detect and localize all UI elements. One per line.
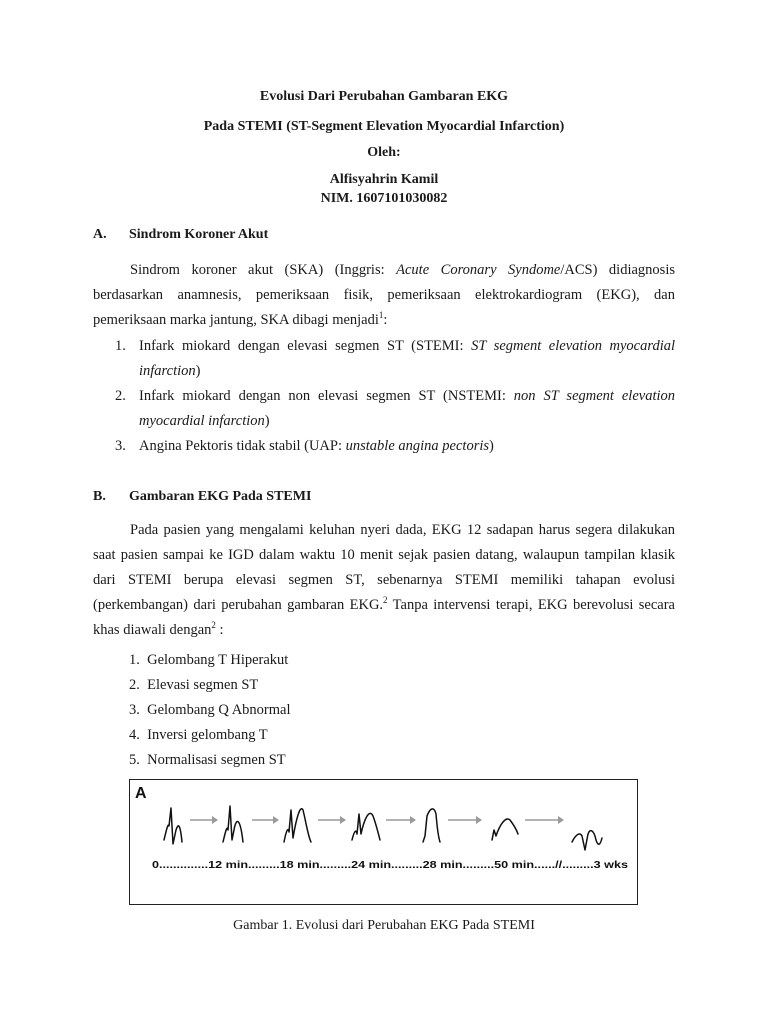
list-term: ST segment elevation myocardial infarction — [139, 338, 676, 379]
para-b-text-2: Tanpa intervensi terapi, EKG berevolusi secara khas diawali dengan — [93, 597, 675, 638]
ecg-waveform — [164, 808, 182, 844]
section-b-letter: B. — [93, 489, 106, 504]
document-title-line2: Pada STEMI (ST-Segment Elevation Myocardial Infarction) — [203, 119, 565, 134]
list-text: Infark miokard dengan elevasi segmen ST (STEMI: — [139, 338, 472, 354]
list-number: 2. — [129, 677, 140, 693]
list-text: Inversi gelombang T — [147, 727, 268, 743]
list-item — [129, 675, 258, 695]
section-b-title: Gambaran EKG Pada STEMI — [129, 489, 312, 504]
footnote-ref: 1 — [378, 310, 384, 321]
document-title-line1: Evolusi Dari Perubahan Gambaran EKG — [259, 89, 509, 104]
list-item — [115, 384, 675, 433]
list-number: 3. — [129, 702, 140, 718]
list-item — [129, 650, 288, 670]
panel-letter: A — [135, 785, 147, 802]
section-b-heading — [93, 488, 311, 506]
list-text: Elevasi segmen ST — [147, 677, 259, 693]
arrow-icon — [273, 816, 279, 824]
para-a-text: Sindrom koroner akut (SKA) (Inggris: — [130, 262, 397, 278]
list-text: Gelombang Q Abnormal — [147, 702, 291, 718]
section-a-paragraph — [93, 258, 675, 333]
list-number: 5. — [129, 752, 140, 768]
list-close: ) — [264, 412, 270, 429]
list-item — [115, 334, 675, 383]
author-name: Alfisyahrin Kamil — [329, 172, 439, 187]
ecg-figure-svg — [130, 780, 636, 903]
ecg-waveform — [223, 806, 243, 842]
ecg-waveform — [284, 809, 311, 842]
section-a-letter: A. — [93, 227, 107, 242]
footnote-ref: 2 — [211, 620, 216, 631]
arrow-icon — [212, 816, 218, 824]
ecg-waveform — [352, 813, 380, 840]
by-label: Oleh: — [367, 145, 401, 160]
para-a-text-2: /ACS) didiagnosis berdasarkan anamnesis, pemeriksaan fisik, pemeriksaan elektrokardiogram (EKG), dan pemeriksaan marka jantung, SKA dibagi menjadi — [93, 262, 675, 328]
list-text: Gelombang T Hiperakut — [147, 652, 289, 668]
ecg-waveform — [492, 819, 518, 840]
list-item — [115, 434, 675, 459]
timeline-label: 0..............12 min.........18 min.........24 min.........28 min.........50 min......//.........3 wks — [152, 859, 629, 871]
ecg-waveform — [572, 831, 602, 850]
list-number: 1. — [115, 338, 126, 354]
list-term: unstable angina pectoris — [345, 438, 490, 454]
list-item — [129, 750, 286, 770]
list-item — [129, 700, 291, 720]
footnote-ref: 2 — [383, 595, 388, 606]
list-text: Infark miokard dengan non elevasi segmen ST (NSTEMI: — [139, 388, 514, 404]
list-close: ) — [195, 362, 201, 379]
list-number: 3. — [115, 438, 126, 454]
list-close: ) — [489, 438, 494, 454]
author-nim: NIM. 1607101030082 — [320, 191, 448, 206]
para-a-term: Acute Coronary Syndome — [396, 262, 561, 278]
list-item — [129, 725, 268, 745]
list-number: 1. — [129, 652, 140, 668]
ecg-evolution-figure — [129, 779, 638, 905]
para-b-colon: : — [215, 622, 224, 638]
para-a-colon: : — [383, 312, 388, 328]
section-a-title: Sindrom Koroner Akut — [129, 227, 269, 242]
list-number: 2. — [115, 388, 126, 404]
ecg-waveform — [423, 809, 440, 842]
list-number: 4. — [129, 727, 140, 743]
arrow-icon — [476, 816, 482, 824]
figure-caption: Gambar 1. Evolusi dari Perubahan EKG Pada STEMI — [233, 918, 535, 933]
arrow-icon — [558, 816, 564, 824]
section-b-paragraph — [93, 518, 675, 643]
arrow-icon — [340, 816, 346, 824]
list-text: Angina Pektoris tidak stabil (UAP: — [139, 438, 346, 454]
para-b-text: Pada pasien yang mengalami keluhan nyeri dada, EKG 12 sadapan harus segera dilakukan saat pasien sampai ke IGD dalam waktu 10 menit sejak pasien datang, walaupun tampilan klasik dari STEMI berupa elevasi segmen ST, sebenarnya STEMI memiliki tahapan evolusi (perkembangan) dari perubahan gambaran EKG. — [93, 522, 675, 613]
list-text: Normalisasi segmen ST — [147, 752, 286, 768]
arrow-icon — [410, 816, 416, 824]
section-a-heading — [93, 226, 268, 244]
list-term: non ST segment elevation myocardial infarction — [139, 388, 676, 429]
